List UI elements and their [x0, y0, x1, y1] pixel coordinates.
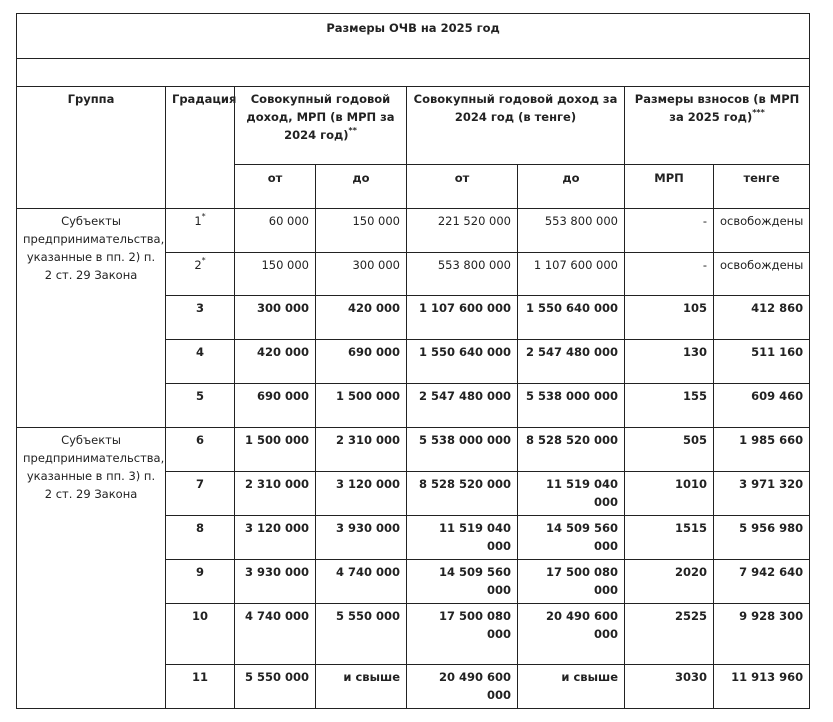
mrp-from-cell: 1 500 000	[235, 428, 316, 472]
tenge-from-cell: 221 520 000	[407, 209, 518, 253]
mrp-from-cell: 690 000	[235, 384, 316, 428]
subheader-mrp-from: от	[235, 165, 316, 209]
contrib-tenge-cell: освобождены	[714, 253, 810, 296]
contrib-tenge-cell: 511 160	[714, 340, 810, 384]
blank-row	[17, 59, 810, 87]
header-contrib-text: Размеры взносов (в МРП за 2025 год)	[634, 92, 800, 124]
group-cell: Субъекты предпринимательства, указанные в пп. 2) п. 2 ст. 29 Закона	[17, 209, 166, 428]
gradation-cell: 9	[166, 560, 235, 604]
contrib-tenge-cell: 7 942 640	[714, 560, 810, 604]
contrib-tenge-cell: 11 913 960	[714, 665, 810, 709]
mrp-to-cell: 690 000	[316, 340, 407, 384]
tenge-to-cell: 14 509 560 000	[518, 516, 625, 560]
tenge-from-cell: 11 519 040 000	[407, 516, 518, 560]
mrp-to-cell: 4 740 000	[316, 560, 407, 604]
subheader-contrib-mrp: МРП	[625, 165, 714, 209]
subheader-contrib-tenge: тенге	[714, 165, 810, 209]
header-income-mrp-text: Совокупный годовой доход, МРП (в МРП за 2024 год)	[246, 92, 395, 142]
tenge-to-cell: 1 550 640 000	[518, 296, 625, 340]
contrib-tenge-cell: освобождены	[714, 209, 810, 253]
tenge-to-cell: 17 500 080 000	[518, 560, 625, 604]
header-row	[17, 87, 810, 165]
contrib-mrp-cell: 2525	[625, 604, 714, 665]
header-contrib	[625, 87, 810, 165]
tenge-to-cell: 2 547 480 000	[518, 340, 625, 384]
mrp-to-cell: 5 550 000	[316, 604, 407, 665]
tenge-from-cell: 17 500 080 000	[407, 604, 518, 665]
tenge-from-cell: 8 528 520 000	[407, 472, 518, 516]
tenge-to-cell: и свыше	[518, 665, 625, 709]
tenge-to-cell: 20 490 600 000	[518, 604, 625, 665]
blank-cell	[17, 59, 810, 87]
subheader-tenge-from: от	[407, 165, 518, 209]
tenge-from-cell: 1 107 600 000	[407, 296, 518, 340]
mrp-to-cell: 3 930 000	[316, 516, 407, 560]
header-group: Группа	[17, 87, 166, 209]
contrib-tenge-cell: 9 928 300	[714, 604, 810, 665]
mrp-from-cell: 150 000	[235, 253, 316, 296]
contrib-mrp-cell: -	[625, 253, 714, 296]
header-income-tenge: Совокупный годовой доход за 2024 год (в тенге)	[407, 87, 625, 165]
mrp-from-cell: 2 310 000	[235, 472, 316, 516]
title-row	[17, 14, 810, 59]
gradation-cell: 10	[166, 604, 235, 665]
header-contrib-mark: ***	[752, 108, 765, 118]
table-row	[17, 209, 810, 253]
contrib-mrp-cell: 1010	[625, 472, 714, 516]
gradation-cell: 3	[166, 296, 235, 340]
mrp-from-cell: 60 000	[235, 209, 316, 253]
gradation-cell: 8	[166, 516, 235, 560]
contrib-mrp-cell: 2020	[625, 560, 714, 604]
ocv-rates-table	[16, 13, 810, 709]
gradation-cell: 4	[166, 340, 235, 384]
table-title: Размеры ОЧВ на 2025 год	[17, 14, 810, 59]
gradation-mark: *	[201, 212, 206, 222]
mrp-to-cell: 2 310 000	[316, 428, 407, 472]
mrp-from-cell: 5 550 000	[235, 665, 316, 709]
group-cell: Субъекты предпринимательства, указанные в пп. 3) п. 2 ст. 29 Закона	[17, 428, 166, 709]
tenge-from-cell: 5 538 000 000	[407, 428, 518, 472]
gradation-mark: *	[201, 256, 206, 266]
tenge-to-cell: 5 538 000 000	[518, 384, 625, 428]
tenge-to-cell: 1 107 600 000	[518, 253, 625, 296]
tenge-from-cell: 2 547 480 000	[407, 384, 518, 428]
contrib-tenge-cell: 1 985 660	[714, 428, 810, 472]
contrib-tenge-cell: 412 860	[714, 296, 810, 340]
tenge-from-cell: 20 490 600 000	[407, 665, 518, 709]
gradation-number: 1	[194, 214, 202, 228]
subheader-mrp-to: до	[316, 165, 407, 209]
tenge-to-cell: 11 519 040 000	[518, 472, 625, 516]
mrp-to-cell: 420 000	[316, 296, 407, 340]
gradation-cell: 5	[166, 384, 235, 428]
contrib-mrp-cell: -	[625, 209, 714, 253]
contrib-mrp-cell: 155	[625, 384, 714, 428]
contrib-mrp-cell: 130	[625, 340, 714, 384]
gradation-cell	[166, 253, 235, 296]
gradation-cell	[166, 209, 235, 253]
tenge-to-cell: 8 528 520 000	[518, 428, 625, 472]
subheader-tenge-to: до	[518, 165, 625, 209]
mrp-to-cell: 3 120 000	[316, 472, 407, 516]
contrib-tenge-cell: 609 460	[714, 384, 810, 428]
mrp-to-cell: 150 000	[316, 209, 407, 253]
gradation-cell: 7	[166, 472, 235, 516]
gradation-cell: 6	[166, 428, 235, 472]
contrib-mrp-cell: 505	[625, 428, 714, 472]
mrp-from-cell: 300 000	[235, 296, 316, 340]
mrp-from-cell: 420 000	[235, 340, 316, 384]
contrib-tenge-cell: 3 971 320	[714, 472, 810, 516]
contrib-mrp-cell: 105	[625, 296, 714, 340]
contrib-mrp-cell: 1515	[625, 516, 714, 560]
gradation-cell: 11	[166, 665, 235, 709]
tenge-from-cell: 553 800 000	[407, 253, 518, 296]
mrp-from-cell: 3 930 000	[235, 560, 316, 604]
tenge-to-cell: 553 800 000	[518, 209, 625, 253]
tenge-from-cell: 1 550 640 000	[407, 340, 518, 384]
gradation-number: 2	[194, 258, 202, 272]
tenge-from-cell: 14 509 560 000	[407, 560, 518, 604]
contrib-tenge-cell: 5 956 980	[714, 516, 810, 560]
mrp-to-cell: 300 000	[316, 253, 407, 296]
header-gradation: Градация	[166, 87, 235, 209]
table-row	[17, 428, 810, 472]
mrp-from-cell: 3 120 000	[235, 516, 316, 560]
header-income-mrp	[235, 87, 407, 165]
header-income-mrp-mark: **	[348, 126, 357, 136]
mrp-from-cell: 4 740 000	[235, 604, 316, 665]
contrib-mrp-cell: 3030	[625, 665, 714, 709]
mrp-to-cell: 1 500 000	[316, 384, 407, 428]
mrp-to-cell: и свыше	[316, 665, 407, 709]
